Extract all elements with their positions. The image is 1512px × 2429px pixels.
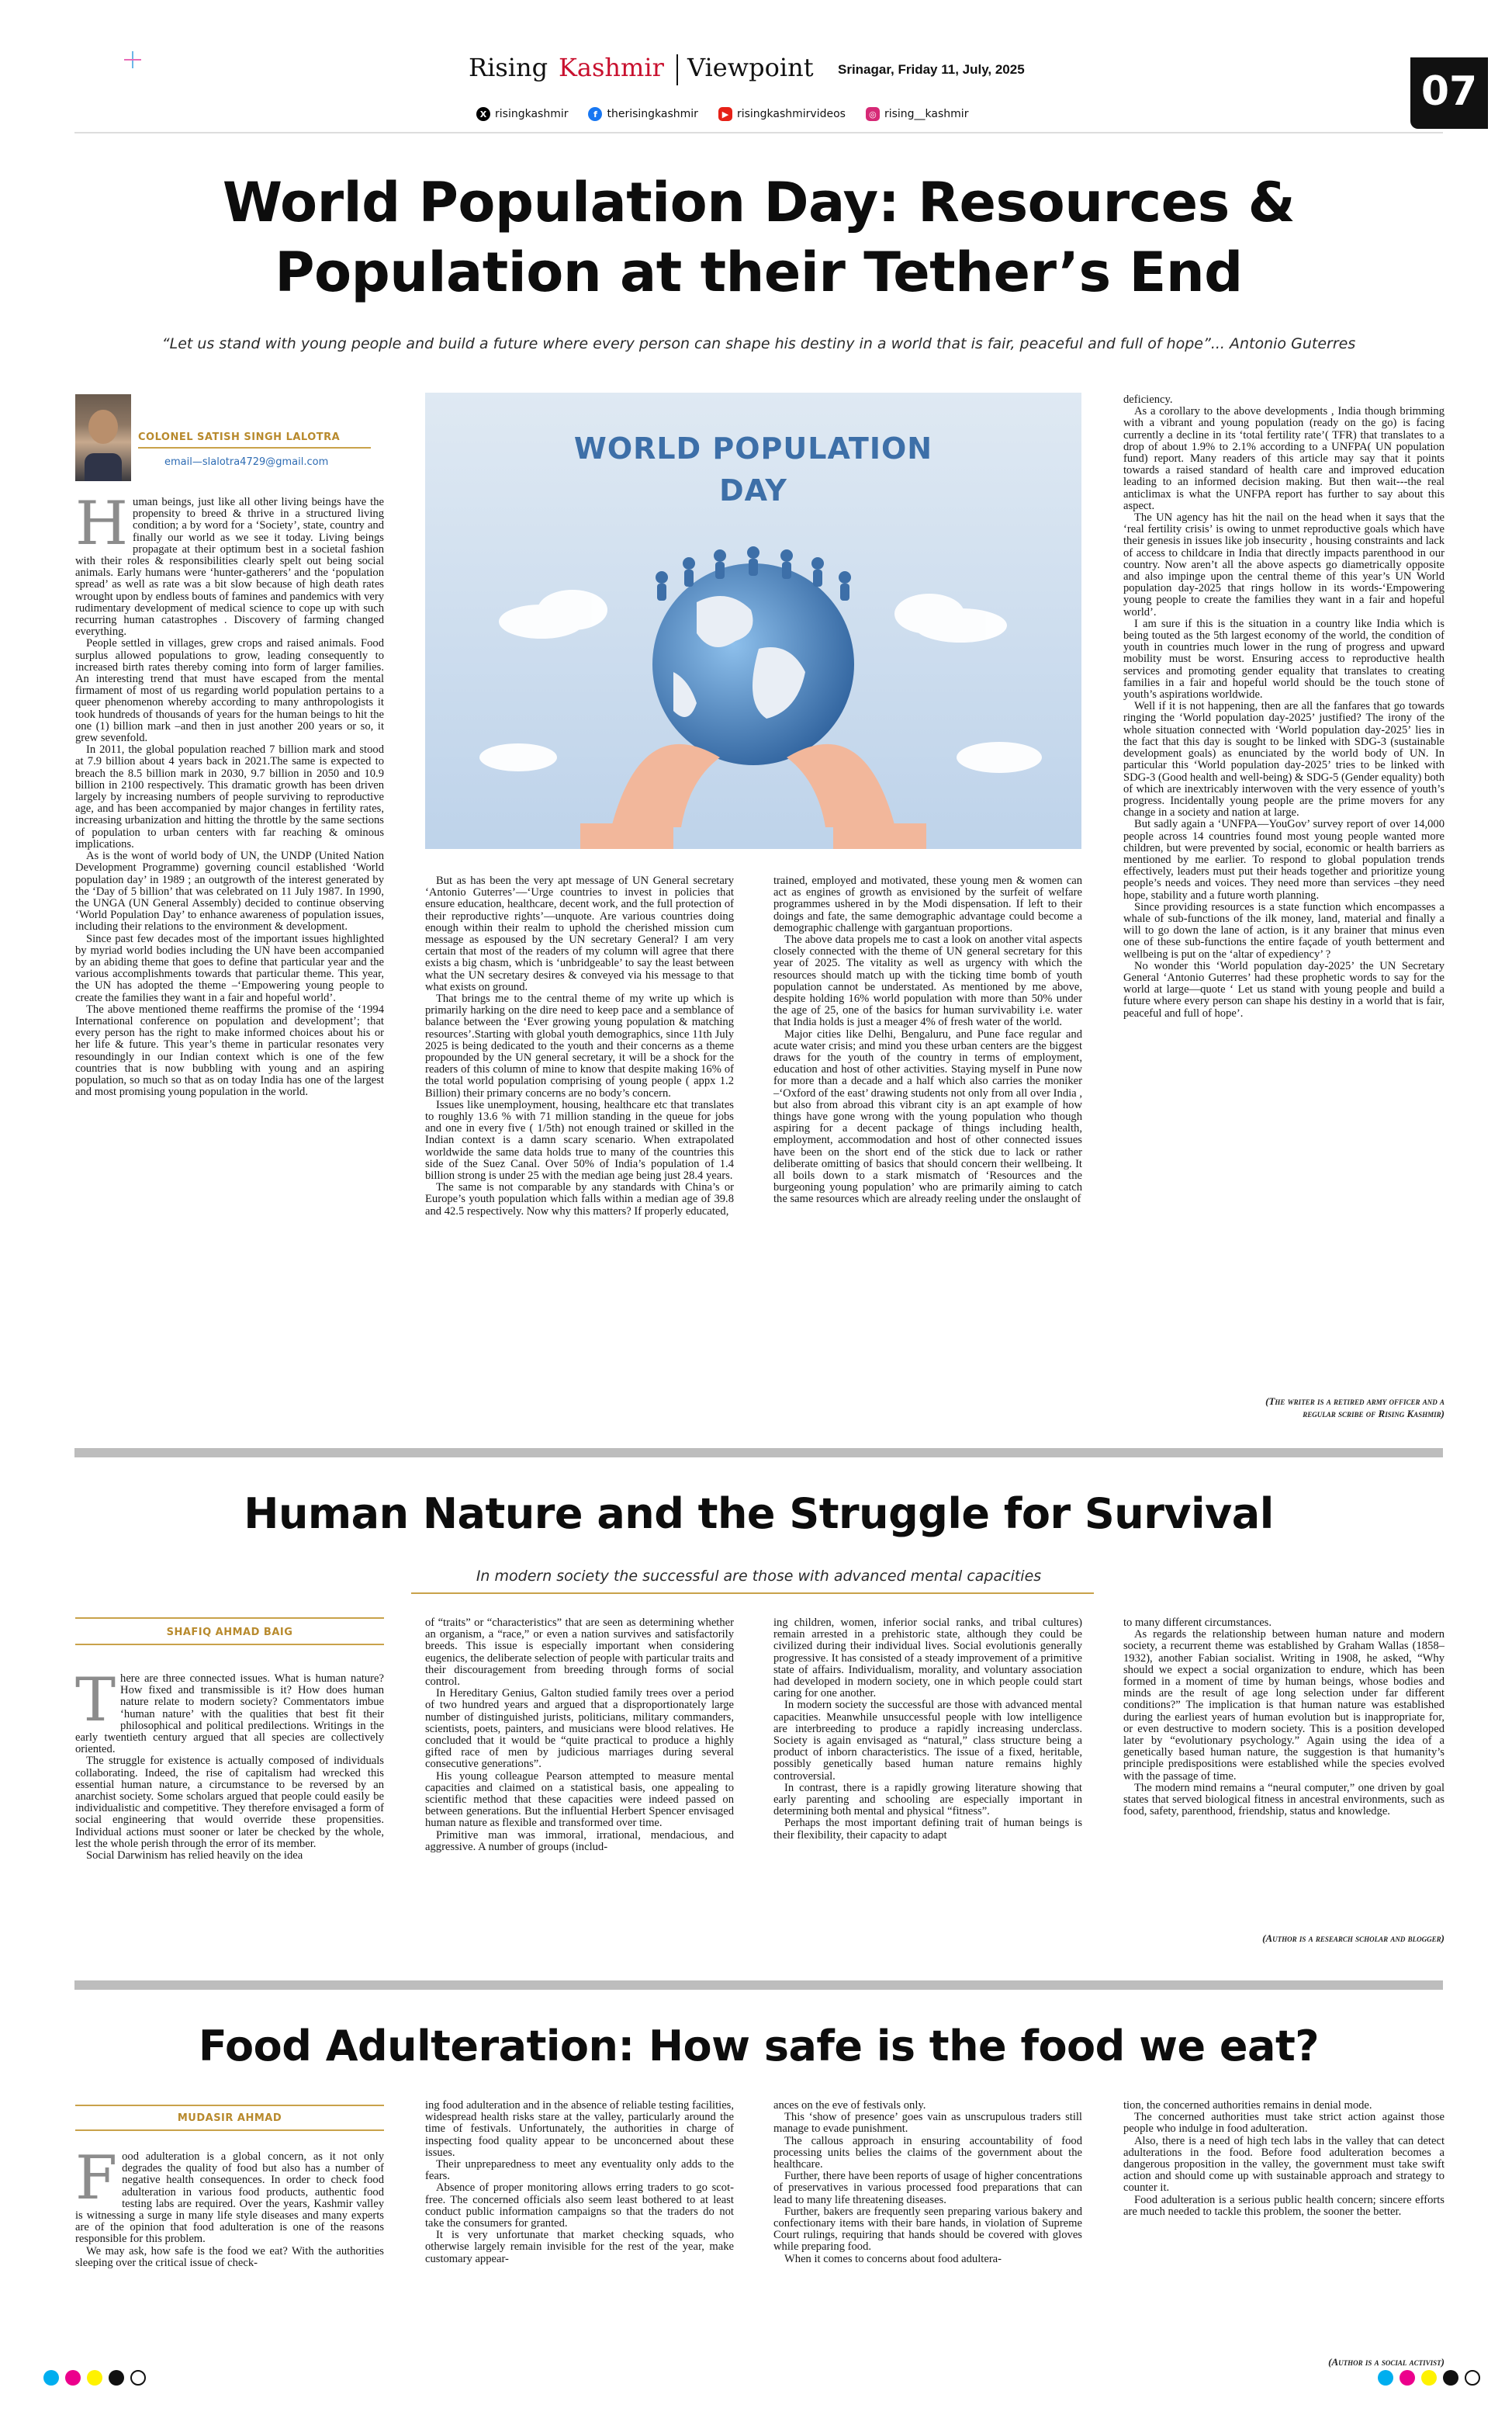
article2-column-3 <box>773 1617 1082 1954</box>
article1-col4-para: deficiency. <box>1123 394 1173 406</box>
article2-col3-para: In contrast, there is a rapidly growing literature showing that early parenting and schooling are especially important in determining both mental and physical “fitness”. <box>773 1781 1082 1818</box>
article1-col1-para: In 2011, the global population reached 7 billion mark and stood at 7.9 billion about 4 years back in 2021.The same is expected to breach the 8.5 billion mark in 2030, 9.7 billion in 2050 and 10.9 billion in 2100 respectively. This dramatic growth has been driven largely by increasing numbers of people surviving to reproductive age, and has been accompanied by major changes in fertility rates, increasing urbanization and hitting the throttle by the same sections of population to urban centers with far reaching & ominous implications. <box>75 743 384 851</box>
article2-column-1 <box>75 1673 384 1954</box>
article2-column-2 <box>425 1617 734 1954</box>
article1-col2-para: But as has been the very apt message of UN General secretary ‘Antonio Guterres’—‘Urge countries to invest in policies that ensure education, healthcare, decent work, and the full protection of their reproductive rights’—unquote. Are various countries doing enough within their realm to uphold the cherished mission cum message as espoused by the UN secretary General? I am very certain that most of the readers of my column will agree that there exists a big chasm, which is ‘unbridgeable’ to say the least between what the UN secretary desires & conveyed via his message to that what exists on ground. <box>425 875 734 993</box>
illustration-title-2: DAY <box>719 473 787 508</box>
article3-col3-para: Further, bakers are frequently seen preparing various bakery and confectionary items with their bare hands, in violation of Supreme Court rulings, requiring that hands should be covered with gloves while preparing food. <box>773 2205 1082 2254</box>
article3-col4-para: Food adulteration is a serious public health concern; sincere efforts are much needed to tackle this problem, the sooner the better. <box>1123 2193 1445 2218</box>
article3-dropcap: F <box>75 2151 118 2213</box>
article3-col3-para: When it comes to concerns about food adultera- <box>784 2252 1002 2265</box>
author-photo <box>75 394 131 481</box>
article3-title: Food Adulteration: How safe is the food we eat? <box>198 2022 1320 2070</box>
article1-email[interactable]: email—slalotra4729@gmail.com <box>164 456 329 468</box>
article3-col4-para: Also, there is a need of high tech labs in the valley that can detect adulterations in the food. Before food adulteration becomes a dangerous proposition in the valley, the government must take swift action and should come up with sustainable approach and strategy to counter it. <box>1123 2134 1445 2195</box>
article2-title: Human Nature and the Struggle for Survival <box>244 1489 1274 1538</box>
article2-col1-para: Social Darwinism has relied heavily on the idea <box>86 1849 303 1862</box>
article3-column-2 <box>425 2100 734 2376</box>
article3-col3-para: ances on the eve of festivals only. <box>773 2100 926 2112</box>
page-number: 07 <box>1420 68 1478 115</box>
masthead-divider <box>676 54 678 85</box>
article1-col1-para: Since past few decades most of the important issues highlighted by myriad world bodies including the UN have been accompanied by an abiding theme that goes to define that particular year and the various accomplishments towards that particular theme. This year, the UN has adopted the theme –‘Empowering young people to create the families they want in a fair and hopeful world’. <box>75 932 384 1004</box>
article1-column-2 <box>425 875 734 1422</box>
dateline: Srinagar, Friday 11, July, 2025 <box>838 62 1025 77</box>
article1-col1-para: The above mentioned theme reaffirms the promise of the ‘1994 International conference on population and development’; that every person has the right to make informed choices about his or her life & future. This year’s theme in particular resonates very resoundingly in our Indian context which is one of the few countries that is now bubbling with young and an aspiring population, so much so that as on today India has one of the largest and most promising young population in the world. <box>75 1003 384 1099</box>
article1-col4-para: I am sure if this is the situation in a country like India which is being touted as the 5th largest economy of the world, the condition of youth in countries much lower in the rung of progress and upward mobility must be worst. Ensuring access to reproductive health services and promoting gender equality that translates to creating families in a fair and hopeful world should be the touch stone of youth’s aspirations worldwide. <box>1123 617 1445 702</box>
article1-title-line2: Population at their Tether’s End <box>275 241 1243 304</box>
article2-author-rule-bottom <box>75 1644 384 1645</box>
article1-col4-para: Since providing resources is a state function which encompasses a whale of sub-functions of the ilk money, land, material and finally a will to go down the lane of action, is it any brainer that minus even one of these sub-functions the entire façade of youth betterment and wellbeing is put on the ‘altar of expediency’ ? <box>1123 900 1445 961</box>
facebook-icon: f <box>588 107 602 121</box>
section-divider-2 <box>74 1980 1443 1990</box>
youtube-icon: ▶ <box>718 107 732 121</box>
article1-col2-para: Issues like unemployment, housing, healthcare etc that translates to roughly 13.6 % with 71 million standing in the queue for jobs and one in every five ( 1/5th) not enough trained or skilled in the Indian context is a damn scary scenario. When extrapolated worldwide the same data holds true to many of the countries this side of the Suez Canal. Over 50% of India’s population of 1.4 billion strong is under 25 with the median age being just 28.4 years. <box>425 1098 734 1183</box>
article2-col1-para: The struggle for existence is actually composed of individuals collaborating. Indeed, the rise of capitalism had wrecked this essential human nature, a circumstance to be reversed by an anarchist society. Some scholars argued that people could easily be individualistic and competitive. They therefore envisaged a form of social engineering that would override these propensities. Individual actions must sooner or later be checked by the whole, lest the whole perish through the error of its member. <box>75 1755 384 1850</box>
article1-col4-para: As a corollary to the above developments , India though brimming with a vibrant and young population (ready on the go) is facing currently a decline in its ‘total fertility rate’( TFR) that translates to a drop of about 1.9% to 2.1% according to a UNFPA( UN population fund) report. Many readers of this article may say that it points towards a raised standard of health care and improved education leading to an informed decision making. But then wait---the real anticlimax is what the UNFPA report has further to say about this aspect. <box>1123 405 1445 512</box>
registration-mark-top-left <box>124 51 141 68</box>
instagram-icon: ◎ <box>866 107 880 121</box>
article1-col4-para: Well if it is not happening, then are all the fanfares that go towards ringing the ‘World population day-2025’ justified? The irony of the whole situation connected with ‘World population day-2025’ lies in the fact that this day is sought to be linked with SDG-3 (sustainable development goals) as enunciated by the world body of UN. In particular this ‘World population day-2025’ tries to be linked with SDG-3 (Good health and well-being) & SDG-5 (Gender equality) both of which are inextricably interwoven with the very essence of youth’s progress. Incidentally young people are the prime movers for any change in a society and nation at large. <box>1123 700 1445 819</box>
article3-col3-para: Further, there have been reports of usage of higher concentrations of preservatives in various processed food preparations that can lead to many life threatening diseases. <box>773 2170 1082 2206</box>
article3-column-1 <box>75 2151 384 2376</box>
article2-author-rule-top <box>75 1617 384 1619</box>
color-registration-strip <box>43 2370 1486 2389</box>
article1-credit-line2: regular scribe of Rising Kashmir) <box>1303 1408 1445 1419</box>
social-bar <box>476 104 1330 124</box>
article3-col4-para: tion, the concerned authorities remains in denial mode. <box>1123 2100 1372 2112</box>
article3-col3-para: The callous approach in ensuring accountability of food processing units belies the claims of the government about the healthcare. <box>773 2134 1082 2171</box>
article1-dropcap: H <box>75 497 129 559</box>
article3-col2-para: It is very unfortunate that market checking squads, who otherwise largely remain invisible for the rest of the year, make customary appear- <box>425 2229 734 2265</box>
article1-col4-para: The UN agency has hit the nail on the head when it says that the ‘real fertility crisis’ is owing to unmet reproductive goals which have their genesis in issues like job insecurity , housing constraints and lack of access to childcare in India that directly impacts parenthood in our country. Now aren’t all the above aspects go diametrically opposite and also impinge upon the central theme of this year’s UN World population day-2025 that rings hollow in its words-‘Empowering young people to create the families they want in a fair and hopeful world’. <box>1123 511 1445 619</box>
article2-col1-para: here are three connected issues. What is human nature? How fixed and transmissible is it? How does human nature relate to modern society? Commentators imbue ‘human nature’ with the qualities that best fit their philosophical and political predilections. Writings in the early twentieth century argued that all species are collectively oriented. <box>75 1673 384 1756</box>
social-youtube[interactable] <box>718 104 846 124</box>
article2-col2-para: In Hereditary Genius, Galton studied family trees over a period of two hundred years and argued that a disproportionately large number of distinguished jurists, politicians, military commanders, scientists, poets, painters, and musicians were blood relatives. He concluded that it would be “quite practical to produce a highly gifted race of men by judicious marriages during several consecutive generations”. <box>425 1687 734 1771</box>
article2-subtitle-rule <box>411 1592 1094 1594</box>
article3-column-4 <box>1123 2100 1445 2348</box>
article2-col3-para: ing children, women, inferior social ranks, and tribal cultures) remain arrested in a prehistoric state, although they could be civilized during their individual lives. Social evolutionis generally progressive. It has consisted of a steady improvement of a primitive state of affairs. Individualism, morality, and voluntary association had developed in modern society, one in which people could start caring for one another. <box>773 1617 1082 1700</box>
article2-col2-para: of “traits” or “characteristics” that are seen as determining whether an organism, a “race,” or even a nation survives and satisfactorily breeds. This issue is especially important when considering eugenics, the deliberate selection of people with particular traits and their discouragement from breeding through forms of social control. <box>425 1617 734 1689</box>
article1-column-3 <box>773 875 1082 1422</box>
article1-col3-para: Major cities like Delhi, Bengaluru, and Pune face regular and acute water crisis; and mind you these urban centers are the biggest draws for the youth of the country in terms of employment, education and host of other activities. Staying myself in Pune now for more than a decade and a half which also carries the moniker –‘Oxford of the east’ drawing students not only from all over India , but also from abroad this vibrant city is an apt example of how things have gone wrong with the young population who though aspiring for a decent package of things including health, employment, accommodation and host of other connected issues have been on the short end of the stick due to lack or rather deliberate omitting of basics that should concern their wellbeing. It all boils down to a stark mismatch of ‘Resources and the burgeoning young population’ who are primarily aiming to catch the same resources which are already reeling under the onslaught of <box>773 1027 1082 1206</box>
article1-col3-para: trained, employed and motivated, these young men & women can act as engines of growth as envisioned by the surfeit of welfare programmes ushered in by the Modi dispensation. If left to their doings and fate, the same demographic advantage could become a demographic challenge with gargantuan proportions. <box>773 875 1082 934</box>
brand-rising: Rising <box>469 53 548 82</box>
article2-col2-para: His young colleague Pearson attempted to measure mental capacities and claimed on a statistical basis, one appealing to scientific method that these capacities were indeed passed on between generations. But the influential Herbert Spencer envisaged human nature as flexible and transformed over time. <box>425 1769 734 1830</box>
article1-col4-para: No wonder this ‘World population day-2025’ the UN Secretary General ‘Antonio Guterres’ had these prophetic words to say for the world at large—quote ‘ Let us stand with young people and build a future where every person can shape his destiny in a world that is fair, peaceful and full of hope’. <box>1123 959 1445 1020</box>
section-name: Viewpoint <box>687 53 814 82</box>
article3-author-rule-bottom <box>75 2129 384 2131</box>
article1-author: COLONEL SATISH SINGH LALOTRA <box>138 431 341 443</box>
article1-col3-para: The above data propels me to cast a look on another vital aspects closely connected with the theme of UN general secretary for this year of 2025. The vitality as well as urgency with which the resources should match up with the ticking time bomb of youth population cannot be understated. As mentioned by me above, despite holding 16% world population with more than 50% under the age of 25, one of the basics for human survivability i.e. water that India holds is just a meager 4% of fresh water of the world. <box>773 934 1082 1029</box>
social-facebook-handle: therisingkashmir <box>607 108 698 120</box>
article2-col4-para: As regards the relationship between human nature and modern society, a recurrent theme was established by Graham Wallas (1858–1932), another Fabian socialist. Writing in 1908, he asked, “Why should we expect a social organization to endure, which has been formed in a moment of time by human beings, whose bodies and minds are the result of age long selection under far different conditions?” The implication is that human nature was established during the earliest years of human evolution but is inappropriate for, or even destructive to modern society. This is a position developed later by “evolutionary psychology.” Again using the idea of a genetically based human nature, the suggestion is that humanity’s principle predispositions were established while the species evolved with the passage of time. <box>1123 1628 1445 1783</box>
article1-column-4 <box>1123 394 1445 1391</box>
page-number-box <box>1410 57 1488 129</box>
article1-credit <box>1123 1395 1445 1420</box>
article1-col2-para: That brings me to the central theme of my write up which is primarily harking on the dire need to keep pace and a semblance of balance between the ‘Ever growing young population & matching resources’.Starting with global youth demographics, since 11th July 2025 is being dedicated to the youth and their concerns as a theme propounded by the UN general secretary, it will be a shock for the readers of this column of mine to know that despite making 16% of the total world population comprising of young people ( appx 1.2 Billion) their primary concerns are no body’s concern. <box>425 993 734 1100</box>
article2-col3-para: Perhaps the most important defining trait of human beings is their flexibility, their capacity to adapt <box>773 1817 1082 1842</box>
article3-col2-para: ing food adulteration and in the absence of reliable testing facilities, widespread health risks stare at the valley, particularly around the time of festivals. Unfortunately, the authorities in charge of inspecting food quality appear to be unconcerned about these issues. <box>425 2100 734 2159</box>
article2-subtitle: In modern society the successful are those with advanced mental capacities <box>476 1568 1042 1585</box>
x-icon: X <box>476 107 490 121</box>
article1-title <box>74 168 1443 307</box>
illustration-title-1: WORLD POPULATION <box>573 431 933 466</box>
world-population-day-illustration <box>425 393 1081 849</box>
social-facebook[interactable] <box>588 104 697 124</box>
article1-col1-para: uman beings, just like all other living beings have the propensity to breed & thrive in a structured living condition; a by word for a ‘Society’, state, country and finally our world as we see it today. Living beings propagate at their optimum best in a societal fashion with their roles & responsibilities clearly spelt out being social animals. Early humans were ‘hunter-gatherers’ and the ‘population spread’ as well as rate was a bit slow because of high death rates wrought upon by endless bouts of famines and pandemics with very rudimentary development of medical science to cope up with such recurring human catastrophes . Discovery of farming changed everything. <box>75 497 384 639</box>
article2-dropcap: T <box>75 1673 116 1735</box>
article3-col3-para: This ‘show of presence’ goes vain as unscrupulous traders still manage to evade punishment. <box>773 2111 1082 2136</box>
article3-author-rule-top <box>75 2105 384 2106</box>
social-instagram-handle: rising__kashmir <box>884 108 969 120</box>
article1-quote: “Let us stand with young people and build a future where every person can shape his destiny in a world that is fair, peaceful and full of hope”... Antonio Guterres <box>161 335 1356 352</box>
article1-credit-line1: (The writer is a retired army officer and a <box>1265 1395 1445 1407</box>
brand-kashmir: Kashmir <box>559 53 664 82</box>
article1-col2-para: The same is not comparable by any standards with China’s or Europe’s youth population which falls within a median age of 39.8 and 42.5 respectively. Now why this matters? If properly educated, <box>425 1181 734 1218</box>
article2-author: SHAFIQ AHMAD BAIG <box>166 1627 293 1638</box>
article3-col4-para: The concerned authorities must take strict action against those people who indulge in food adulteration. <box>1123 2111 1445 2136</box>
article2-column-4 <box>1123 1617 1445 1921</box>
masthead <box>469 51 1368 92</box>
article3-col2-para: Absence of proper monitoring allows erring traders to go scot-free. The concerned officials also seem least bothered to at least conduct public information campaigns so that the traders do not take the consumers for granted. <box>425 2181 734 2230</box>
social-instagram[interactable] <box>866 104 968 124</box>
article1-title-line1: World Population Day: Resources & <box>222 171 1296 234</box>
article1-col4-para: But sadly again a ‘UNFPA—YouGov’ survey report of over 14,000 people across 14 countries found most young people wanted more children, but were prevented by social, economic or health barriers as mentioned by me earlier. To respond to global population trends effectively, leaders must put their heads together and prioritize young people’s needs and voices. They need more than services –they need hope, stability and a future worth planning. <box>1123 818 1445 902</box>
article3-col2-para: Their unpreparedness to meet any eventuality only adds to the fears. <box>425 2158 734 2183</box>
article3-credit: (Author is a social activist) <box>1328 2356 1445 2368</box>
article2-col3-para: In modern society the successful are those with advanced mental capacities. Meanwhile unsuccessful people with low intelligence are interbreeding to produce a rapidly increasing underclass. Society is again envisaged as “natural,” class structure being a product of inborn characteristics. The issue of a fixed, heritable, possibly genetically based human nature remains highly controversial. <box>773 1699 1082 1783</box>
masthead-rule <box>74 132 1443 133</box>
article1-col1-para: As is the wont of world body of UN, the UNDP (United Nation Development Programme) governing council established ‘World population day’ in 1989 ; an outgrowth of the interest generated by the ‘Day of 5 billion’ that was celebrated on 11 July 1987. In 1990, the UNGA (UN General Assembly) decided to continue observing ‘World Population Day’ to enhance awareness of population issues, including their relations to the environment & development. <box>75 850 384 934</box>
article3-col1-para: We may ask, how safe is the food we eat? With the authorities sleeping over the critical issue of check- <box>75 2244 384 2269</box>
article2-col4-para: to many different circumstances. <box>1123 1617 1272 1629</box>
article3-col1-para: ood adulteration is a global concern, as it not only degrades the quality of food but also has a number of negative health consequences. In order to check food adulteration in various food products, authentic food testing labs are required. Over the years, Kashmir valley is witnessing a surge in many life style diseases and many experts are of the opinion that food adulteration is one of the reasons responsible for this problem. <box>75 2151 384 2246</box>
article2-col2-para: Primitive man was immoral, irrational, mendacious, and aggressive. A number of groups (includ- <box>425 1828 734 1853</box>
article3-author: MUDASIR AHMAD <box>177 2112 282 2124</box>
social-x[interactable] <box>476 104 568 124</box>
article3-column-3 <box>773 2100 1082 2376</box>
section-divider-1 <box>74 1448 1443 1457</box>
article2-credit: (Author is a research scholar and blogger) <box>1262 1932 1445 1944</box>
article1-author-rule <box>138 447 371 449</box>
article1-column-1 <box>75 497 384 1420</box>
social-x-handle: risingkashmir <box>495 108 569 120</box>
article1-col1-para: People settled in villages, grew crops and raised animals. Food surplus allowed populations to grow, leading consequently to increased birth rates thereby coming into form of larger families. An interesting trend that must have escaped from the mental firmament of most of us regarding world population pertains to a queer phenomenon whereby according to many anthropologists it took hundreds of thousands of years for the human beings to hit the one (1) billion mark –and then in just another 200 years or so, it grew sevenfold. <box>75 637 384 745</box>
article2-col4-para: The modern mind remains a “neural computer,” one driven by goal states that served biological fitness in ancestral environments, such as food, safety, parenthood, friendship, status and knowledge. <box>1123 1781 1445 1818</box>
social-youtube-handle: risingkashmirvideos <box>736 108 846 120</box>
